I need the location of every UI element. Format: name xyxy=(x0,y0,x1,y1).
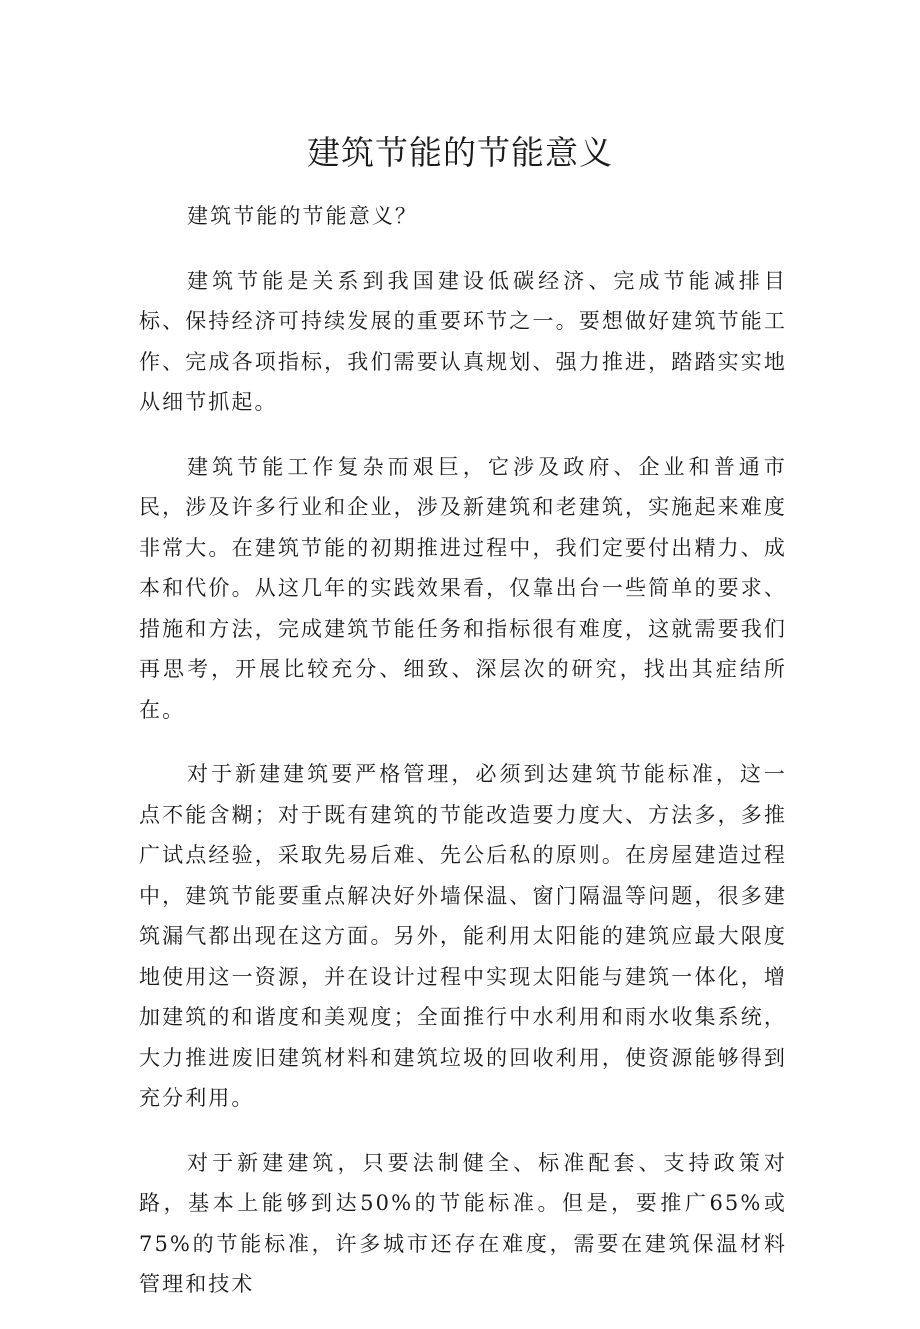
paragraph-complexity: 建筑节能工作复杂而艰巨，它涉及政府、企业和普通市民，涉及许多行业和企业，涉及新建筑和老建筑，实施起来难度非常大。在建筑节能的初期推进过程中，我们定要付出精力、成本和代价。从这几年的实践效果看，仅靠出台一些简单的要求、措施和方法，完成建筑节能任务和指标很有难度，这就需要我们再思考，开展比较充分、细致、深层次的研究，找出其症结所在。 xyxy=(139,454,787,722)
paragraph-management: 对于新建建筑要严格管理，必须到达建筑节能标准，这一点不能含糊；对于既有建筑的节能改造要力度大、方法多，多推广试点经验，采取先易后难、先公后私的原则。在房屋建造过程中，建筑节能要重点解决好外墙保温、窗门隔温等问题，很多建筑漏气都出现在这方面。另外，能利用太阳能的建筑应最大限度地使用这一资源，并在设计过程中实现太阳能与建筑一体化，增加建筑的和谐度和美观度；全面推行中水利用和雨水收集系统，大力推进废旧建筑材料和建筑垃圾的回收利用，使资源能够得到充分利用。 xyxy=(139,762,787,1110)
paragraph-importance: 建筑节能是关系到我国建设低碳经济、完成节能减排目标、保持经济可持续发展的重要环节之一。要想做好建筑节能工作、完成各项指标，我们需要认真规划、强力推进，踏踏实实地从细节抓起。 xyxy=(139,268,787,414)
document-body xyxy=(139,196,787,1329)
paragraph-question: 建筑节能的节能意义？ xyxy=(187,204,418,228)
document-title: 建筑节能的节能意义 xyxy=(307,133,613,172)
paragraph-standards: 对于新建建筑，只要法制健全、标准配套、支持政策对路，基本上能够到达50%的节能标准。但是，要推广65%或75%的节能标准，许多城市还存在难度，需要在建筑保温材料管理和技术 xyxy=(139,1150,787,1296)
